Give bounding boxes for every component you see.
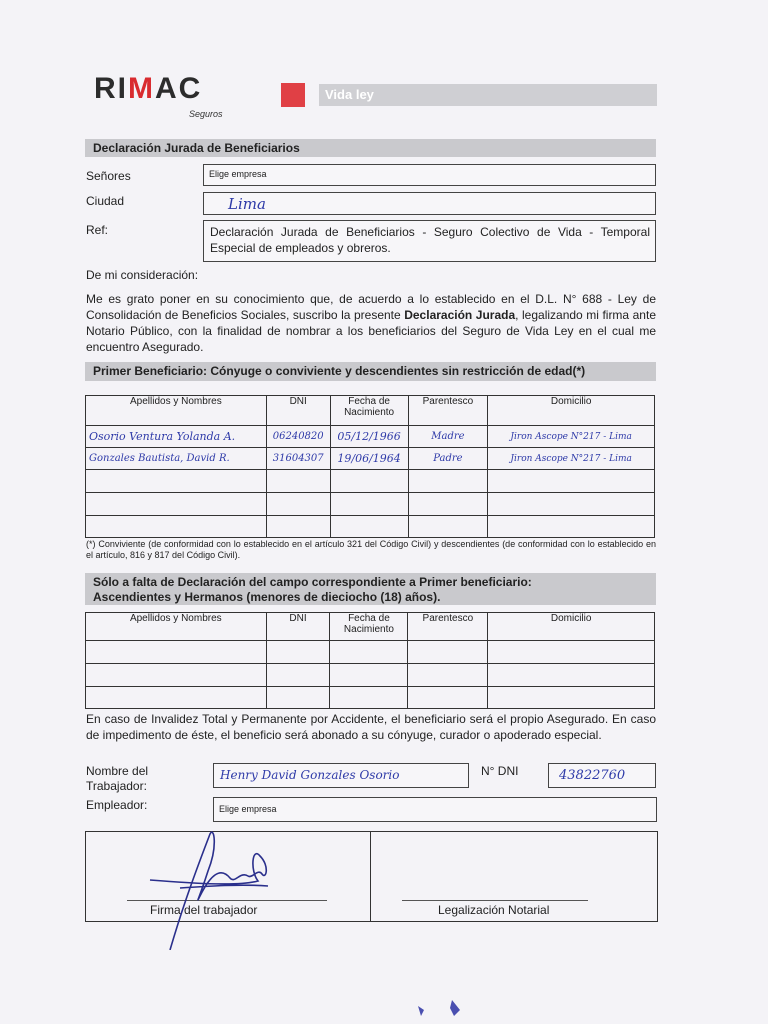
second-title-line2: Ascendientes y Hermanos (menores de dieciocho (18) años). xyxy=(93,590,441,604)
table-row xyxy=(86,448,655,470)
second-beneficiary-table xyxy=(85,612,655,709)
senores-field[interactable] xyxy=(203,164,656,186)
worker-name-field[interactable] xyxy=(213,763,469,788)
table-cell[interactable] xyxy=(86,641,267,664)
table-cell[interactable] xyxy=(86,687,267,709)
col-header: Parentesco xyxy=(408,613,488,641)
table-cell[interactable]: Osorio Ventura Yolanda A. xyxy=(86,426,267,448)
notary-signature-line xyxy=(402,900,588,901)
col-header: Fecha de Nacimiento xyxy=(330,613,408,641)
second-beneficiary-title xyxy=(85,573,656,605)
table-cell[interactable] xyxy=(408,470,488,493)
worker-name-value: Henry David Gonzales Osorio xyxy=(220,768,400,782)
employer-value: Elige empresa xyxy=(219,804,277,814)
table-row xyxy=(86,493,655,516)
table-cell[interactable] xyxy=(266,641,330,664)
ciudad-field[interactable] xyxy=(203,192,656,215)
body-text-2: , legalizando mi firma ante Notario Público, con la finalidad de nombrar a los beneficiarios del Seguro de Vida Ley en el cual me encuentro Asegurado. xyxy=(86,308,656,354)
table-cell[interactable] xyxy=(86,470,267,493)
form-title: Declaración Jurada de Beneficiarios xyxy=(85,139,656,157)
table-cell[interactable] xyxy=(86,664,267,687)
table-cell[interactable]: 31604307 xyxy=(266,448,330,470)
table-cell[interactable] xyxy=(266,664,330,687)
table-cell[interactable] xyxy=(408,664,488,687)
worker-signature-label: Firma del trabajador xyxy=(150,903,258,917)
ciudad-value: Lima xyxy=(228,195,266,213)
table-cell[interactable] xyxy=(488,664,655,687)
table-cell[interactable]: 06240820 xyxy=(266,426,330,448)
dni-value: 43822760 xyxy=(559,768,626,783)
signature-scribble-icon xyxy=(140,826,280,950)
col-header: DNI xyxy=(266,396,330,426)
red-square-icon xyxy=(281,83,305,107)
table-cell[interactable] xyxy=(86,493,267,516)
rimac-logo: RIMAC xyxy=(94,72,203,105)
table-cell[interactable] xyxy=(330,493,408,516)
worker-name-label xyxy=(86,764,148,794)
table-cell[interactable]: 19/06/1964 xyxy=(330,448,408,470)
col-header: Domicilio xyxy=(488,613,655,641)
table-cell[interactable] xyxy=(408,641,488,664)
logo-tagline: Seguros xyxy=(189,109,223,119)
employer-label: Empleador: xyxy=(86,798,148,812)
table-cell[interactable] xyxy=(266,687,330,709)
conviviente-note: (*) Conviviente (de conformidad con lo establecido en el artículo 321 del Código Civil) y descendientes (de conformidad con lo establecido en el artículo, 816 y 817 del Código Civil). xyxy=(86,539,656,560)
second-title-line1: Sólo a falta de Declaración del campo correspondiente a Primer beneficiario: xyxy=(93,575,532,589)
table-header-row xyxy=(86,613,655,641)
table-cell[interactable]: Madre xyxy=(408,426,488,448)
col-header: Fecha de Nacimiento xyxy=(330,396,408,426)
table-cell[interactable]: Jiron Ascope N°217 - Lima xyxy=(488,426,655,448)
table-row xyxy=(86,516,655,538)
table-cell[interactable] xyxy=(488,493,655,516)
table-cell[interactable] xyxy=(330,641,408,664)
col-header: Domicilio xyxy=(488,396,655,426)
invalidez-paragraph: En caso de Invalidez Total y Permanente por Accidente, el beneficiario será el propio Asegurado. En caso de impedimento de éste, el beneficio será abonado a su cónyuge, curador o apoderado especial. xyxy=(86,712,656,742)
table-cell[interactable] xyxy=(266,516,330,538)
product-banner: Vida ley xyxy=(319,84,657,106)
greeting: De mi consideración: xyxy=(86,268,199,282)
table-cell[interactable]: Jiron Ascope N°217 - Lima xyxy=(488,448,655,470)
table-row xyxy=(86,470,655,493)
table-cell[interactable] xyxy=(408,687,488,709)
dni-label: N° DNI xyxy=(481,764,519,778)
table-row xyxy=(86,664,655,687)
col-header: Apellidos y Nombres xyxy=(86,613,267,641)
table-cell[interactable] xyxy=(330,470,408,493)
body-text-1: Me es grato poner en su conocimiento que, de acuerdo a lo establecido en el D.L. N° 688 - Ley de Consolidación de Beneficios Sociales, suscribo la presente xyxy=(86,292,656,322)
ink-smudge-icon xyxy=(414,996,464,1020)
senores-label: Señores xyxy=(86,169,131,183)
employer-field[interactable] xyxy=(213,797,657,822)
table-row xyxy=(86,426,655,448)
table-cell[interactable]: Gonzales Bautista, David R. xyxy=(86,448,267,470)
table-header-row xyxy=(86,396,655,426)
table-cell[interactable] xyxy=(408,493,488,516)
worker-name-label-line2: Trabajador: xyxy=(86,779,147,793)
ciudad-label: Ciudad xyxy=(86,194,125,208)
table-cell[interactable] xyxy=(408,516,488,538)
table-row xyxy=(86,687,655,709)
ref-field xyxy=(203,220,656,262)
notary-signature-label: Legalización Notarial xyxy=(438,903,550,917)
ref-label: Ref: xyxy=(86,223,109,237)
col-header: Parentesco xyxy=(408,396,488,426)
worker-name-label-line1: Nombre del xyxy=(86,764,149,778)
table-cell[interactable] xyxy=(330,516,408,538)
table-cell[interactable]: 05/12/1966 xyxy=(330,426,408,448)
col-header: Apellidos y Nombres xyxy=(86,396,267,426)
signature-divider xyxy=(370,831,371,922)
body-paragraph xyxy=(86,291,656,355)
senores-value: Elige empresa xyxy=(209,169,267,179)
table-cell[interactable]: Padre xyxy=(408,448,488,470)
table-cell[interactable] xyxy=(86,516,267,538)
first-beneficiary-table xyxy=(85,395,655,538)
ref-value: Declaración Jurada de Beneficiarios - Seguro Colectivo de Vida - Temporal Especial de empleados y obreros. xyxy=(210,225,650,255)
table-cell[interactable] xyxy=(488,516,655,538)
first-beneficiary-title: Primer Beneficiario: Cónyuge o conviviente y descendientes sin restricción de edad(*) xyxy=(85,362,656,381)
table-cell[interactable] xyxy=(266,493,330,516)
table-cell[interactable] xyxy=(330,687,408,709)
table-cell[interactable] xyxy=(488,641,655,664)
table-cell[interactable] xyxy=(488,470,655,493)
table-cell[interactable] xyxy=(488,687,655,709)
table-cell[interactable] xyxy=(330,664,408,687)
col-header: DNI xyxy=(266,613,330,641)
dni-field[interactable] xyxy=(548,763,656,788)
body-text-bold: Declaración Jurada xyxy=(404,308,516,322)
table-row xyxy=(86,641,655,664)
table-cell[interactable] xyxy=(266,470,330,493)
